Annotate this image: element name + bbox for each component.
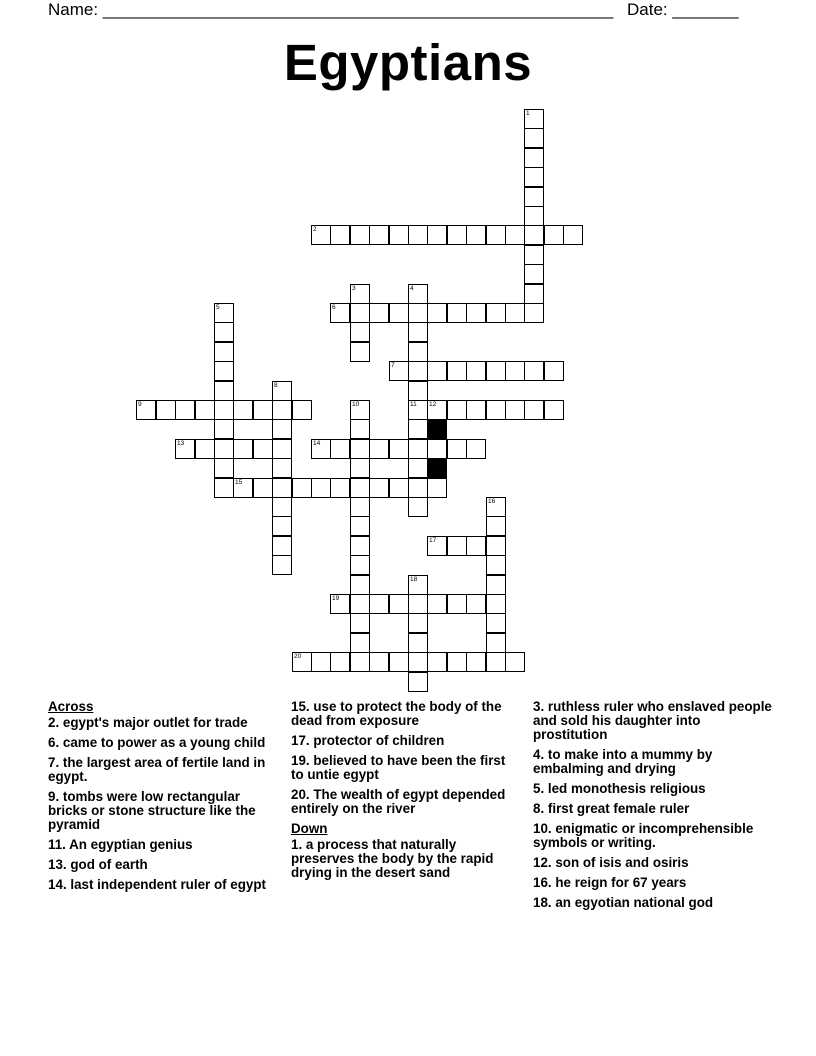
grid-cell[interactable] — [408, 575, 428, 595]
cell-number: 5 — [216, 304, 220, 311]
clue-number: 14. — [48, 877, 67, 892]
grid-cell[interactable] — [486, 652, 506, 672]
grid-cell[interactable] — [233, 400, 253, 420]
grid-cell[interactable] — [350, 555, 370, 575]
grid-cell[interactable] — [389, 303, 409, 323]
clue-text: led monothesis religious — [544, 781, 706, 796]
clue-item — [291, 734, 519, 748]
clue-item — [533, 700, 773, 742]
grid-cell[interactable] — [524, 109, 544, 129]
clue-text: a process that naturally preserves the body by the rapid drying in the desert sand — [291, 837, 494, 880]
grid-cell[interactable] — [233, 478, 253, 498]
grid-cell[interactable] — [524, 148, 544, 168]
cell-number: 1 — [526, 110, 530, 117]
grid-cell[interactable] — [253, 478, 273, 498]
grid-cell[interactable] — [524, 187, 544, 207]
grid-cell[interactable] — [447, 400, 467, 420]
grid-cell[interactable] — [408, 303, 428, 323]
clue-number: 16. — [533, 875, 552, 890]
grid-cell[interactable] — [408, 322, 428, 342]
grid-cell[interactable] — [486, 594, 506, 614]
grid-cell[interactable] — [408, 381, 428, 401]
clue-column-3 — [533, 700, 773, 916]
cell-number: 11 — [410, 401, 417, 408]
grid-cell[interactable] — [350, 594, 370, 614]
grid-cell[interactable] — [350, 322, 370, 342]
cell-number: 4 — [410, 285, 414, 292]
date-field: Date: _______ — [627, 0, 739, 19]
grid-cell[interactable] — [330, 225, 350, 245]
grid-cell[interactable] — [214, 342, 234, 362]
clue-item — [291, 788, 519, 816]
grid-cell[interactable] — [427, 303, 447, 323]
clue-text: The wealth of egypt depended entirely on the river — [291, 787, 506, 816]
grid-cell[interactable] — [447, 361, 467, 381]
clue-item — [48, 756, 278, 784]
clue-number: 17. — [291, 733, 310, 748]
grid-cell[interactable] — [427, 400, 447, 420]
grid-cell[interactable] — [486, 303, 506, 323]
clue-number: 2. — [48, 715, 60, 730]
clue-text: egypt's major outlet for trade — [59, 715, 248, 730]
grid-cell[interactable] — [408, 342, 428, 362]
clue-number: 10. — [533, 821, 552, 836]
across-heading: Across — [48, 699, 94, 714]
grid-cell[interactable] — [408, 361, 428, 381]
cell-number: 19 — [332, 595, 340, 602]
grid-cell[interactable] — [214, 322, 234, 342]
grid-cell[interactable] — [214, 458, 234, 478]
grid-cell[interactable] — [195, 400, 215, 420]
grid-cell[interactable] — [389, 225, 409, 245]
clue-number: 9. — [48, 789, 60, 804]
clue-text: ruthless ruler who enslaved people and sold his daughter into prostitution — [533, 699, 772, 742]
grid-cell[interactable] — [350, 303, 370, 323]
clue-text: enigmatic or incomprehensible symbols or writing. — [533, 821, 754, 850]
grid-cell[interactable] — [524, 206, 544, 226]
clue-text: last independent ruler of egypt — [66, 877, 267, 892]
grid-cell[interactable] — [486, 516, 506, 536]
clue-number: 3. — [533, 699, 545, 714]
clue-item — [533, 748, 773, 776]
grid-cell[interactable] — [175, 439, 195, 459]
grid-cell[interactable] — [253, 400, 273, 420]
grid-cell[interactable] — [486, 555, 506, 575]
grid-cell[interactable] — [408, 439, 428, 459]
grid-cell[interactable] — [524, 167, 544, 187]
grid-cell[interactable] — [447, 439, 467, 459]
clue-column-1 — [48, 700, 278, 898]
grid-cell[interactable] — [427, 594, 447, 614]
grid-cell[interactable] — [524, 400, 544, 420]
grid-cell[interactable] — [524, 361, 544, 381]
grid-cell[interactable] — [505, 400, 525, 420]
grid-cell[interactable] — [330, 652, 350, 672]
clue-number: 19. — [291, 753, 310, 768]
grid-cell[interactable] — [447, 536, 467, 556]
grid-cell[interactable] — [311, 225, 331, 245]
grid-cell[interactable] — [214, 419, 234, 439]
grid-cell[interactable] — [330, 303, 350, 323]
clue-text: came to power as a young child — [59, 735, 266, 750]
clue-text: use to protect the body of the dead from exposure — [291, 699, 502, 728]
grid-cell[interactable] — [330, 478, 350, 498]
cell-number: 10 — [352, 401, 360, 408]
clue-item — [291, 838, 519, 880]
clue-number: 13. — [48, 857, 67, 872]
cell-number: 3 — [352, 285, 356, 292]
blocked-cell — [427, 419, 447, 439]
clue-item — [533, 822, 773, 850]
grid-cell[interactable] — [350, 400, 370, 420]
grid-cell[interactable] — [389, 478, 409, 498]
grid-cell[interactable] — [408, 497, 428, 517]
grid-cell[interactable] — [389, 652, 409, 672]
clue-item — [291, 700, 519, 728]
down-heading: Down — [291, 821, 328, 836]
grid-cell[interactable] — [427, 225, 447, 245]
grid-cell[interactable] — [408, 225, 428, 245]
clue-item — [48, 878, 278, 892]
grid-cell[interactable] — [272, 536, 292, 556]
grid-cell[interactable] — [369, 439, 389, 459]
grid-cell[interactable] — [524, 264, 544, 284]
grid-cell[interactable] — [272, 419, 292, 439]
grid-cell[interactable] — [408, 458, 428, 478]
grid-cell[interactable] — [292, 652, 312, 672]
grid-cell[interactable] — [408, 633, 428, 653]
cell-number: 17 — [429, 537, 437, 544]
grid-cell[interactable] — [505, 225, 525, 245]
clue-text: god of earth — [66, 857, 148, 872]
clue-text: An egyptian genius — [65, 837, 193, 852]
clue-column-2 — [291, 700, 519, 886]
cell-number: 8 — [274, 382, 278, 389]
grid-cell[interactable] — [408, 419, 428, 439]
grid-cell[interactable] — [408, 478, 428, 498]
grid-cell[interactable] — [447, 225, 467, 245]
clue-text: son of isis and osiris — [551, 855, 689, 870]
grid-cell[interactable] — [524, 284, 544, 304]
grid-cell[interactable] — [486, 575, 506, 595]
grid-cell[interactable] — [524, 128, 544, 148]
grid-cell[interactable] — [486, 613, 506, 633]
grid-cell[interactable] — [524, 245, 544, 265]
grid-cell[interactable] — [292, 478, 312, 498]
grid-cell[interactable] — [350, 613, 370, 633]
clue-text: an egyotian national god — [551, 895, 714, 910]
clue-number: 11. — [48, 837, 66, 852]
clue-number: 18. — [533, 895, 552, 910]
grid-cell[interactable] — [466, 439, 486, 459]
blocked-cell — [427, 458, 447, 478]
grid-cell[interactable] — [350, 536, 370, 556]
grid-cell[interactable] — [544, 225, 564, 245]
grid-cell[interactable] — [350, 458, 370, 478]
grid-cell[interactable] — [350, 516, 370, 536]
grid-cell[interactable] — [505, 303, 525, 323]
grid-cell[interactable] — [408, 672, 428, 692]
grid-cell[interactable] — [486, 400, 506, 420]
grid-cell[interactable] — [214, 361, 234, 381]
clue-text: first great female ruler — [544, 801, 690, 816]
grid-cell[interactable] — [524, 225, 544, 245]
grid-cell[interactable] — [350, 342, 370, 362]
grid-cell[interactable] — [272, 497, 292, 517]
grid-cell[interactable] — [272, 478, 292, 498]
clue-number: 4. — [533, 747, 545, 762]
cell-number: 13 — [177, 440, 185, 447]
grid-cell[interactable] — [350, 497, 370, 517]
grid-cell[interactable] — [505, 652, 525, 672]
grid-cell[interactable] — [350, 478, 370, 498]
grid-cell[interactable] — [466, 594, 486, 614]
clue-item — [48, 790, 278, 832]
grid-cell[interactable] — [447, 652, 467, 672]
grid-cell[interactable] — [389, 361, 409, 381]
clue-number: 5. — [533, 781, 545, 796]
cell-number: 20 — [294, 653, 302, 660]
page-title: Egyptians — [283, 34, 533, 91]
grid-cell[interactable] — [389, 594, 409, 614]
grid-cell[interactable] — [505, 361, 525, 381]
grid-cell[interactable] — [330, 594, 350, 614]
clue-item — [533, 876, 773, 890]
grid-cell[interactable] — [214, 478, 234, 498]
grid-cell[interactable] — [544, 400, 564, 420]
grid-cell[interactable] — [369, 594, 389, 614]
grid-cell[interactable] — [214, 303, 234, 323]
grid-cell[interactable] — [195, 439, 215, 459]
grid-cell[interactable] — [369, 652, 389, 672]
grid-cell[interactable] — [486, 361, 506, 381]
grid-cell[interactable] — [272, 381, 292, 401]
grid-cell[interactable] — [272, 400, 292, 420]
grid-cell[interactable] — [350, 225, 370, 245]
clue-item — [48, 858, 278, 872]
grid-cell[interactable] — [563, 225, 583, 245]
clue-number: 7. — [48, 755, 60, 770]
grid-cell[interactable] — [427, 439, 447, 459]
grid-cell[interactable] — [272, 439, 292, 459]
grid-cell[interactable] — [369, 303, 389, 323]
grid-cell[interactable] — [214, 381, 234, 401]
grid-cell[interactable] — [427, 361, 447, 381]
grid-cell[interactable] — [427, 652, 447, 672]
grid-cell[interactable] — [350, 284, 370, 304]
cell-number: 14 — [313, 440, 321, 447]
grid-cell[interactable] — [408, 652, 428, 672]
grid-cell[interactable] — [466, 225, 486, 245]
grid-cell[interactable] — [311, 652, 331, 672]
clue-text: believed to have been the first to untie egypt — [291, 753, 506, 782]
grid-cell[interactable] — [350, 652, 370, 672]
grid-cell[interactable] — [272, 516, 292, 536]
clue-number: 6. — [48, 735, 60, 750]
clue-text: tombs were low rectangular bricks or stone structure like the pyramid — [48, 789, 256, 832]
grid-cell[interactable] — [253, 439, 273, 459]
grid-cell[interactable] — [369, 478, 389, 498]
clue-number: 15. — [291, 699, 310, 714]
cell-number: 2 — [313, 226, 317, 233]
grid-cell[interactable] — [175, 400, 195, 420]
grid-cell[interactable] — [350, 633, 370, 653]
grid-cell[interactable] — [486, 225, 506, 245]
clue-item — [533, 856, 773, 870]
clue-item — [533, 782, 773, 796]
cell-number: 6 — [332, 304, 336, 311]
clue-number: 20. — [291, 787, 310, 802]
cell-number: 16 — [488, 498, 496, 505]
cell-number: 15 — [235, 479, 243, 486]
grid-cell[interactable] — [136, 400, 156, 420]
grid-cell[interactable] — [466, 303, 486, 323]
grid-cell[interactable] — [486, 497, 506, 517]
grid-cell[interactable] — [466, 652, 486, 672]
grid-cell[interactable] — [544, 361, 564, 381]
grid-cell[interactable] — [214, 400, 234, 420]
clue-text: he reign for 67 years — [551, 875, 687, 890]
clue-text: protector of children — [309, 733, 445, 748]
grid-cell[interactable] — [486, 633, 506, 653]
grid-cell[interactable] — [524, 303, 544, 323]
grid-cell[interactable] — [350, 575, 370, 595]
grid-cell[interactable] — [350, 419, 370, 439]
grid-cell[interactable] — [486, 536, 506, 556]
clue-item — [533, 802, 773, 816]
clue-number: 8. — [533, 801, 545, 816]
grid-cell[interactable] — [272, 555, 292, 575]
grid-cell[interactable] — [311, 478, 331, 498]
grid-cell[interactable] — [427, 478, 447, 498]
cell-number: 9 — [138, 401, 142, 408]
grid-cell[interactable] — [214, 439, 234, 459]
grid-cell[interactable] — [447, 303, 467, 323]
cell-number: 7 — [391, 362, 395, 369]
grid-cell[interactable] — [408, 594, 428, 614]
grid-cell[interactable] — [389, 439, 409, 459]
grid-cell[interactable] — [408, 400, 428, 420]
grid-cell[interactable] — [408, 284, 428, 304]
cell-number: 12 — [429, 401, 437, 408]
cell-number: 18 — [410, 576, 418, 583]
grid-cell[interactable] — [466, 400, 486, 420]
grid-cell[interactable] — [292, 400, 312, 420]
grid-cell[interactable] — [369, 225, 389, 245]
grid-cell[interactable] — [447, 594, 467, 614]
clue-number: 1. — [291, 837, 303, 852]
grid-cell[interactable] — [350, 439, 370, 459]
grid-cell[interactable] — [156, 400, 176, 420]
grid-cell[interactable] — [466, 536, 486, 556]
grid-cell[interactable] — [427, 536, 447, 556]
clue-item — [533, 896, 773, 910]
name-field: Name: ______________________________________________________ — [48, 0, 614, 19]
clue-text: the largest area of fertile land in egypt. — [48, 755, 266, 784]
grid-cell[interactable] — [466, 361, 486, 381]
grid-cell[interactable] — [330, 439, 350, 459]
clue-item — [48, 736, 278, 750]
grid-cell[interactable] — [408, 613, 428, 633]
grid-cell[interactable] — [233, 439, 253, 459]
clue-item — [48, 838, 278, 852]
grid-cell[interactable] — [311, 439, 331, 459]
clue-item — [291, 754, 519, 782]
clue-number: 12. — [533, 855, 552, 870]
grid-cell[interactable] — [272, 458, 292, 478]
clue-text: to make into a mummy by embalming and drying — [533, 747, 713, 776]
clue-item — [48, 716, 278, 730]
